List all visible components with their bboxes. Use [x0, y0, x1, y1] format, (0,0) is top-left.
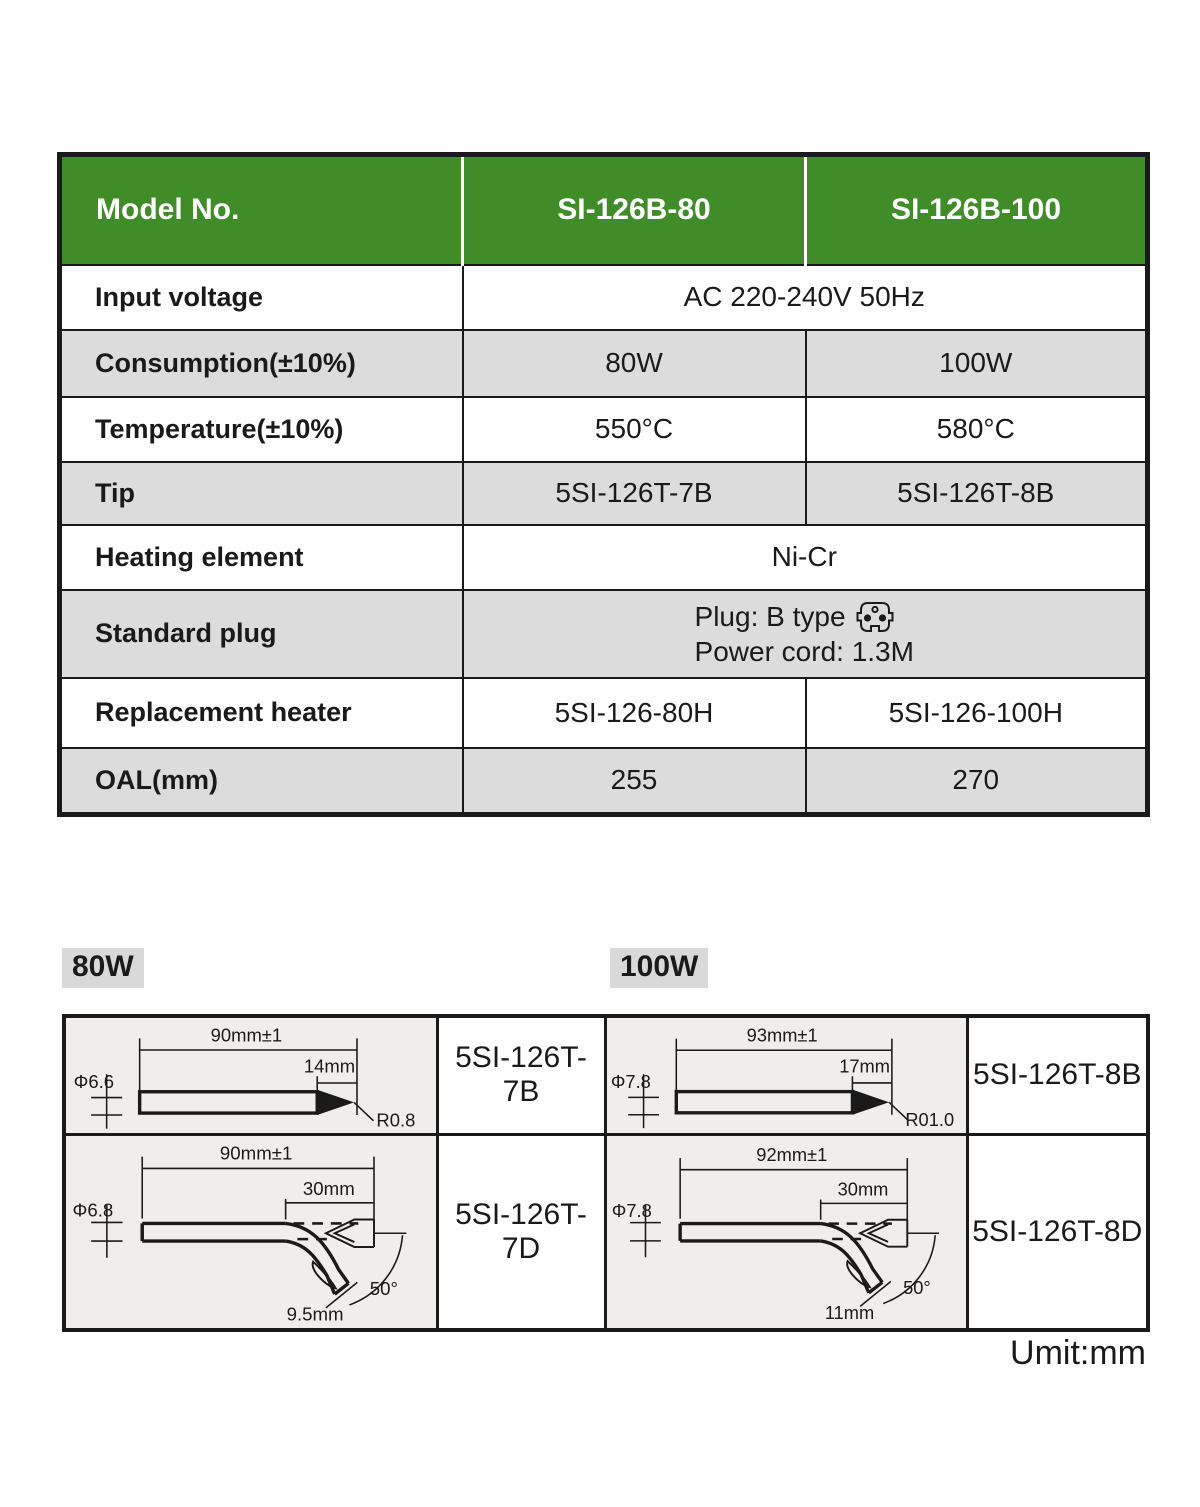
heating-element-label: Heating element: [60, 525, 463, 590]
plug-type-text: Plug: B type: [694, 601, 846, 632]
row-temperature: [60, 397, 1148, 462]
tip-100w: 5SI-126T-8B: [806, 462, 1148, 525]
drawing-cell-7b: [64, 1016, 437, 1134]
temperature-label: Temperature(±10%): [60, 397, 463, 462]
drawing-cell-7d: [64, 1134, 437, 1330]
plug-info-block: [695, 599, 914, 668]
row-replacement-heater: [60, 678, 1148, 748]
header-model-no: Model No.: [60, 155, 463, 265]
tip-label: Tip: [60, 462, 463, 525]
dim-tip-radius: R01.0: [904, 1109, 954, 1131]
consumption-label: Consumption(±10%): [60, 330, 463, 397]
row-heating-element: [60, 525, 1148, 590]
tip-drawing-straight-8b: [607, 1018, 966, 1133]
tip-drawing-straight-7b: [66, 1018, 436, 1133]
consumption-80w: 80W: [463, 330, 806, 397]
tip-drawings-table: [62, 1014, 1150, 1332]
temperature-80w: 550°C: [463, 397, 806, 462]
dim-tip-length: 17mm: [838, 1055, 890, 1077]
row-oal: [60, 748, 1148, 815]
tip-drawing-bent-7d: [66, 1136, 436, 1329]
row-tip: [60, 462, 1148, 525]
plug-type-line: [695, 599, 914, 635]
dim-diameter: Φ7.8: [611, 1199, 652, 1221]
standard-plug-label: Standard plug: [60, 590, 463, 678]
heating-element-value: Ni-Cr: [463, 525, 1148, 590]
input-voltage-value: AC 220-240V 50Hz: [463, 265, 1148, 330]
model-label-8d: 5SI-126T-8D: [967, 1134, 1148, 1330]
oal-100w: 270: [806, 748, 1148, 815]
straight-tips-row: [64, 1016, 1148, 1134]
dim-bend-angle: 50°: [902, 1276, 931, 1298]
drawing-cell-8d: [605, 1134, 967, 1330]
badge-100w: 100W: [610, 948, 708, 988]
power-cord-line: Power cord: 1.3M: [694, 636, 914, 667]
header-model-100: SI-126B-100: [806, 155, 1148, 265]
row-input-voltage: [60, 265, 1148, 330]
dim-overall-length: 92mm±1: [755, 1143, 827, 1165]
dim-overall-length: 93mm±1: [746, 1024, 818, 1046]
bent-tips-row: [64, 1134, 1148, 1330]
header-model-80: SI-126B-80: [463, 155, 806, 265]
oal-80w: 255: [463, 748, 806, 815]
oal-label: OAL(mm): [60, 748, 463, 815]
dim-overall-length: 90mm±1: [219, 1142, 293, 1164]
dim-tip-length: 14mm: [303, 1055, 356, 1077]
spec-table: [57, 152, 1150, 817]
replacement-heater-80w: 5SI-126-80H: [463, 678, 806, 748]
spec-header-row: [60, 155, 1148, 265]
drawing-cell-8b: [605, 1016, 967, 1134]
dim-overall-length: 90mm±1: [210, 1024, 283, 1046]
input-voltage-label: Input voltage: [60, 265, 463, 330]
model-label-7b: 5SI-126T-7B: [437, 1016, 605, 1134]
dim-diameter: Φ6.8: [72, 1199, 114, 1221]
replacement-heater-label: Replacement heater: [60, 678, 463, 748]
dim-diameter: Φ6.6: [73, 1070, 114, 1092]
dim-tip-width: 11mm: [824, 1301, 874, 1323]
dim-tip-width: 9.5mm: [286, 1303, 344, 1325]
tip-drawing-bent-8d: [607, 1136, 966, 1329]
b-type-plug-icon: [854, 599, 895, 635]
unit-note: Umit:mm: [1010, 1334, 1146, 1372]
model-label-7d: 5SI-126T-7D: [437, 1134, 605, 1330]
consumption-100w: 100W: [806, 330, 1148, 397]
badge-80w: 80W: [62, 948, 144, 988]
temperature-100w: 580°C: [806, 397, 1148, 462]
dim-tip-radius: R0.8: [376, 1109, 416, 1131]
tip-80w: 5SI-126T-7B: [463, 462, 806, 525]
dim-bend-angle: 50°: [369, 1277, 398, 1299]
dim-bend-length: 30mm: [302, 1177, 355, 1199]
dim-diameter: Φ7.8: [610, 1070, 651, 1092]
row-standard-plug: [60, 590, 1148, 678]
dim-bend-length: 30mm: [837, 1178, 888, 1200]
standard-plug-value: [463, 590, 1148, 678]
row-consumption: [60, 330, 1148, 397]
replacement-heater-100w: 5SI-126-100H: [806, 678, 1148, 748]
model-label-8b: 5SI-126T-8B: [967, 1016, 1148, 1134]
